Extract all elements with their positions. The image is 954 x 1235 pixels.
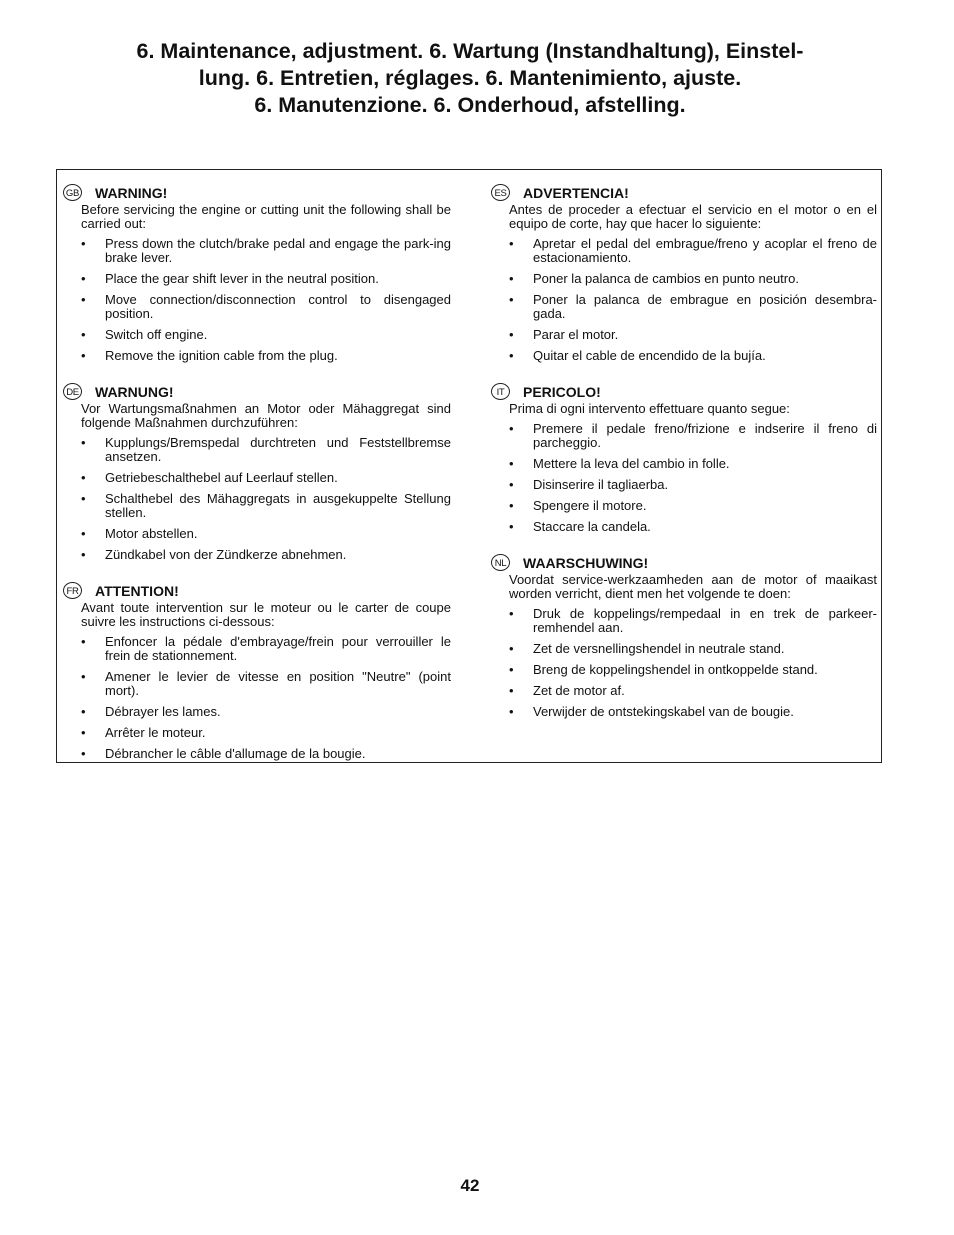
bullet-icon: • <box>509 704 514 719</box>
list-item-text: Zet de versnellingshendel in neutrale stand. <box>533 641 785 656</box>
list-item-text: Verwijder de ontstekingskabel van de bougie. <box>533 704 794 719</box>
list-item-text: Premere il pedale freno/frizione e indserire il freno di parcheggio. <box>533 421 877 450</box>
list-item-text: Poner la palanca de embrague en posición desembra-gada. <box>533 292 877 321</box>
list-item <box>491 478 877 492</box>
bullet-icon: • <box>81 271 86 286</box>
instruction-list <box>63 635 451 761</box>
section-header <box>63 581 451 601</box>
list-item-text: Breng de koppelingshendel in ontkoppelde stand. <box>533 662 818 677</box>
list-item-text: Schalthebel des Mähaggregats in ausgekuppelte Stellung stellen. <box>105 491 451 520</box>
list-item-text: Remove the ignition cable from the plug. <box>105 348 338 363</box>
list-item <box>63 670 451 698</box>
bullet-icon: • <box>509 683 514 698</box>
list-item-text: Poner la palanca de cambios en punto neutro. <box>533 271 799 286</box>
title-line-3: 6. Manutenzione. 6. Onderhoud, afstelling. <box>254 93 686 117</box>
list-item <box>63 349 451 363</box>
section-header <box>63 382 451 402</box>
list-item <box>63 272 451 286</box>
bullet-icon: • <box>509 641 514 656</box>
list-item-text: Amener le levier de vitesse en position "Neutre" (point mort). <box>105 669 451 698</box>
bullet-icon: • <box>509 519 514 534</box>
list-item-text: Apretar el pedal del embrague/freno y acoplar el freno de estacionamiento. <box>533 236 877 265</box>
language-section <box>63 382 451 562</box>
language-section <box>491 553 877 719</box>
list-item-text: Mettere la leva del cambio in folle. <box>533 456 730 471</box>
instruction-list <box>63 436 451 562</box>
language-badge: FR <box>63 582 82 599</box>
list-item <box>491 328 877 342</box>
bullet-icon: • <box>81 746 86 761</box>
list-item <box>63 471 451 485</box>
list-item-text: Zet de motor af. <box>533 683 625 698</box>
warning-box <box>56 169 882 763</box>
list-item <box>63 705 451 719</box>
list-item <box>491 642 877 656</box>
warning-heading: ADVERTENCIA! <box>523 185 629 201</box>
bullet-icon: • <box>509 348 514 363</box>
list-item <box>491 272 877 286</box>
bullet-icon: • <box>81 327 86 342</box>
list-item <box>491 684 877 698</box>
list-item-text: Débrancher le câble d'allumage de la bougie. <box>105 746 366 761</box>
bullet-icon: • <box>509 292 514 307</box>
list-item <box>491 705 877 719</box>
bullet-icon: • <box>509 606 514 621</box>
list-item <box>63 527 451 541</box>
bullet-icon: • <box>509 421 514 436</box>
bullet-icon: • <box>509 477 514 492</box>
page-title <box>40 38 900 119</box>
list-item-text: Spengere il motore. <box>533 498 647 513</box>
list-item-text: Enfoncer la pédale d'embrayage/frein pour verrouiller le frein de stationnement. <box>105 634 451 663</box>
list-item <box>63 328 451 342</box>
bullet-icon: • <box>81 491 86 506</box>
warning-heading: PERICOLO! <box>523 384 601 400</box>
warning-heading: WARNING! <box>95 185 168 201</box>
list-item-text: Zündkabel von der Zündkerze abnehmen. <box>105 547 347 562</box>
list-item <box>63 726 451 740</box>
list-item-text: Parar el motor. <box>533 327 619 342</box>
intro-text: Prima di ogni intervento effettuare quanto segue: <box>509 401 790 416</box>
intro-text: Before servicing the engine or cutting unit the following shall be carried out: <box>81 202 451 231</box>
title-line-1: 6. Maintenance, adjustment. 6. Wartung (Instandhaltung), Einstel- <box>136 39 804 63</box>
language-section <box>491 382 877 534</box>
bullet-icon: • <box>81 236 86 251</box>
right-column <box>491 183 877 738</box>
warning-heading: WARNUNG! <box>95 384 174 400</box>
bullet-icon: • <box>81 669 86 684</box>
list-item-text: Kupplungs/Bremspedal durchtreten und Feststellbremse ansetzen. <box>105 435 451 464</box>
page-number: 42 <box>460 1176 480 1195</box>
list-item-text: Press down the clutch/brake pedal and engage the park-ing brake lever. <box>105 236 451 265</box>
list-item <box>63 436 451 464</box>
language-section <box>491 183 877 363</box>
list-item <box>63 237 451 265</box>
bullet-icon: • <box>509 271 514 286</box>
instruction-list <box>491 237 877 363</box>
instruction-list <box>491 607 877 719</box>
bullet-icon: • <box>509 327 514 342</box>
bullet-icon: • <box>509 456 514 471</box>
list-item-text: Staccare la candela. <box>533 519 651 534</box>
language-section <box>63 183 451 363</box>
intro-text: Vor Wartungsmaßnahmen an Motor oder Mähaggregat sind folgende Maßnahmen durchzuführen: <box>81 401 451 430</box>
section-header <box>491 382 877 402</box>
language-badge: ES <box>491 184 510 201</box>
left-column <box>63 183 451 780</box>
list-item <box>491 237 877 265</box>
instruction-list <box>491 422 877 534</box>
list-item <box>491 422 877 450</box>
list-item <box>491 499 877 513</box>
warning-heading: ATTENTION! <box>95 583 179 599</box>
list-item <box>491 293 877 321</box>
list-item-text: Débrayer les lames. <box>105 704 221 719</box>
list-item-text: Switch off engine. <box>105 327 208 342</box>
list-item-text: Disinserire il tagliaerba. <box>533 477 669 492</box>
list-item-text: Druk de koppelings/rempedaal in en trek de parkeer-remhendel aan. <box>533 606 877 635</box>
list-item-text: Arrêter le moteur. <box>105 725 206 740</box>
bullet-icon: • <box>81 547 86 562</box>
list-item-text: Getriebeschalthebel auf Leerlauf stellen. <box>105 470 338 485</box>
list-item <box>63 548 451 562</box>
intro-text: Voordat service-werkzaamheden aan de motor of maaikast worden verricht, dient men het volgende te doen: <box>509 572 877 601</box>
bullet-icon: • <box>81 634 86 649</box>
intro-text: Antes de proceder a efectuar el servicio en el motor o en el equipo de corte, hay que hacer lo siguiente: <box>509 202 877 231</box>
list-item <box>491 520 877 534</box>
bullet-icon: • <box>81 704 86 719</box>
intro-text: Avant toute intervention sur le moteur ou le carter de coupe suivre les instructions ci-dessous: <box>81 600 451 629</box>
section-header <box>491 183 877 203</box>
section-header <box>63 183 451 203</box>
instruction-list <box>63 237 451 363</box>
bullet-icon: • <box>509 498 514 513</box>
list-item-text: Quitar el cable de encendido de la bujía. <box>533 348 766 363</box>
language-section <box>63 581 451 761</box>
warning-heading: WAARSCHUWING! <box>523 555 649 571</box>
section-header <box>491 553 877 573</box>
bullet-icon: • <box>81 725 86 740</box>
bullet-icon: • <box>81 470 86 485</box>
list-item <box>491 349 877 363</box>
list-item <box>491 663 877 677</box>
title-line-2: lung. 6. Entretien, réglages. 6. Mantenimiento, ajuste. <box>198 66 742 90</box>
language-badge: DE <box>63 383 82 400</box>
bullet-icon: • <box>509 236 514 251</box>
list-item <box>63 635 451 663</box>
bullet-icon: • <box>509 662 514 677</box>
language-badge: IT <box>491 383 510 400</box>
list-item <box>63 293 451 321</box>
list-item <box>63 492 451 520</box>
list-item <box>491 457 877 471</box>
language-badge: NL <box>491 554 510 571</box>
bullet-icon: • <box>81 348 86 363</box>
list-item <box>491 607 877 635</box>
bullet-icon: • <box>81 526 86 541</box>
list-item <box>63 747 451 761</box>
language-badge: GB <box>63 184 82 201</box>
bullet-icon: • <box>81 435 86 450</box>
bullet-icon: • <box>81 292 86 307</box>
list-item-text: Move connection/disconnection control to disengaged position. <box>105 292 451 321</box>
list-item-text: Place the gear shift lever in the neutral position. <box>105 271 379 286</box>
list-item-text: Motor abstellen. <box>105 526 198 541</box>
